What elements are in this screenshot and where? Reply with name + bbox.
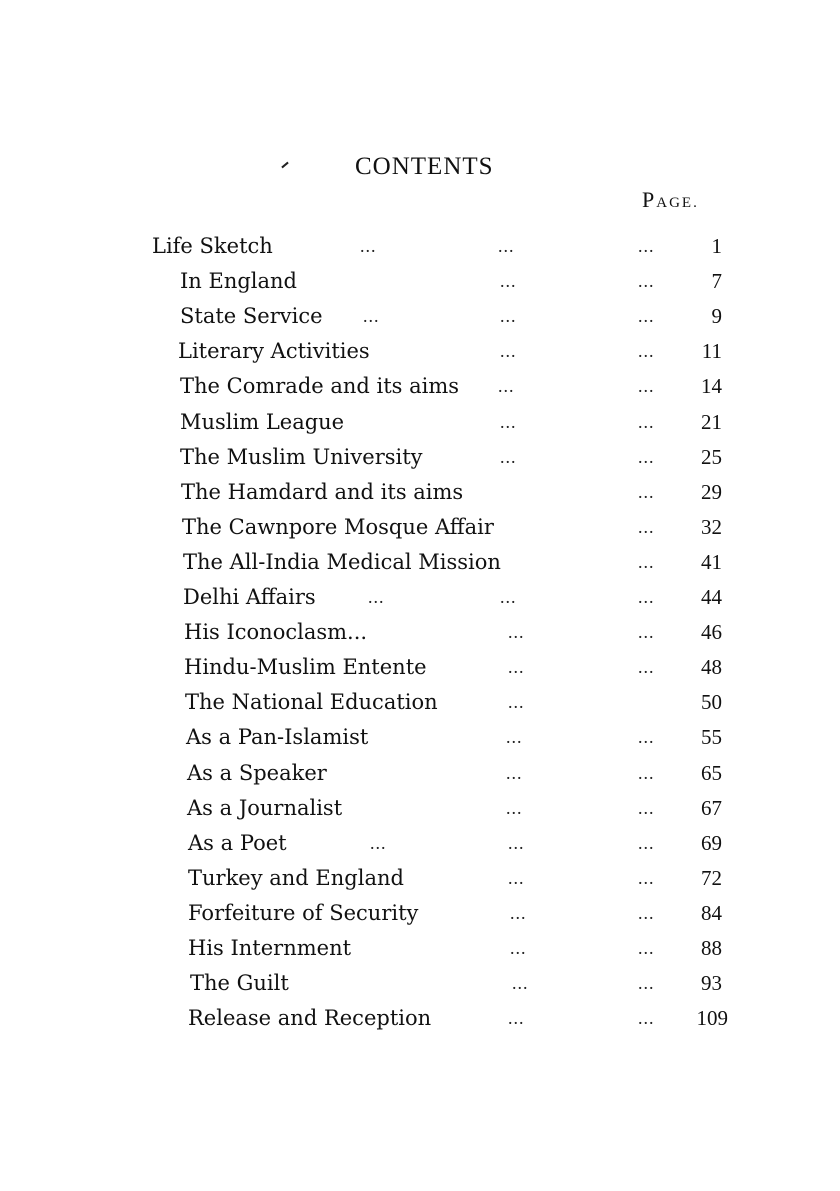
toc-leader-page: ... [638, 341, 655, 361]
toc-leader-page: ... [638, 622, 655, 642]
toc-entry [0, 264, 840, 298]
toc-entry-title: The Muslim University [180, 445, 423, 469]
toc-entry-title: As a Poet [188, 831, 287, 855]
toc-leader-page: ... [638, 1008, 655, 1028]
toc-leader-page: ... [638, 306, 655, 326]
toc-leader-mid: ... [510, 938, 527, 958]
toc-entry [0, 545, 840, 579]
toc-entry [0, 369, 840, 403]
toc-entry-title: Delhi Affairs [183, 585, 316, 609]
toc-leader-mid: ... [508, 868, 525, 888]
toc-leader-page: ... [638, 938, 655, 958]
toc-entry-page: 11 [701, 339, 722, 363]
toc-entry-page: 32 [701, 515, 722, 539]
contents-heading: CONTENTS [355, 153, 494, 180]
toc-entry-page: 55 [701, 725, 722, 749]
toc-entry-page: 29 [701, 480, 722, 504]
toc-leader-page: ... [638, 763, 655, 783]
toc-leader-page: ... [638, 376, 655, 396]
toc-entry-title: As a Pan-Islamist [186, 725, 369, 749]
toc-entry-page: 48 [701, 655, 722, 679]
toc-leader-mid: ... [363, 306, 380, 326]
toc-entry-page: 50 [701, 690, 722, 714]
toc-entry-title: Life Sketch [152, 234, 273, 258]
toc-leader-mid: ... [500, 341, 517, 361]
toc-entry-page: 84 [701, 901, 722, 925]
toc-leader-page: ... [638, 482, 655, 502]
toc-leader-page: ... [638, 798, 655, 818]
toc-leader-page: ... [638, 236, 655, 256]
toc-entry-title: Turkey and England [188, 866, 404, 890]
toc-leader-page: ... [638, 552, 655, 572]
toc-entry [0, 615, 840, 649]
toc-entry [0, 791, 840, 825]
toc-leader-mid: ... [368, 587, 385, 607]
toc-entry-page: 72 [701, 866, 722, 890]
toc-leader-page: ... [638, 903, 655, 923]
toc-entry-page: 41 [701, 550, 722, 574]
toc-entry-title: State Service [180, 304, 323, 328]
toc-entry [0, 650, 840, 684]
toc-entry-title: Muslim League [180, 410, 345, 434]
toc-leader-mid: ... [506, 798, 523, 818]
toc-entry-page: 65 [701, 761, 722, 785]
toc-leader-mid: ... [508, 1008, 525, 1028]
toc-entry [0, 440, 840, 474]
toc-entry-page: 93 [701, 971, 722, 995]
toc-leader-mid: ... [508, 833, 525, 853]
toc-entry-title: The Cawnpore Mosque Affair [182, 515, 494, 539]
toc-leader-page: ... [638, 833, 655, 853]
toc-entry-page: 109 [696, 1006, 728, 1030]
toc-leader-mid: ... [508, 622, 525, 642]
toc-entry [0, 896, 840, 930]
toc-entry-title: The National Education [185, 690, 438, 714]
toc-entry-title: Release and Reception [188, 1006, 432, 1030]
toc-entry [0, 685, 840, 719]
toc-entry [0, 334, 840, 368]
toc-entry-title: In England [180, 269, 297, 293]
toc-entry-page: 25 [701, 445, 722, 469]
toc-entry-page: 14 [701, 374, 722, 398]
toc-leader-page: ... [638, 271, 655, 291]
toc-entry [0, 826, 840, 860]
toc-entry-title: As a Journalist [187, 796, 343, 820]
toc-leader-page: ... [638, 973, 655, 993]
toc-entry-title: The Comrade and its aims [180, 374, 460, 398]
toc-entry-page: 69 [701, 831, 722, 855]
toc-leader-page: ... [638, 412, 655, 432]
toc-entry [0, 229, 840, 263]
toc-entry-title: As a Speaker [187, 761, 327, 785]
toc-entry-page: 67 [701, 796, 722, 820]
toc-leader-mid: ... [498, 376, 515, 396]
toc-leader-page: ... [638, 727, 655, 747]
toc-leader-page: ... [638, 587, 655, 607]
toc-leader-mid: ... [500, 306, 517, 326]
toc-entry [0, 580, 840, 614]
toc-entry-page: 7 [711, 269, 722, 293]
toc-leader-mid: ... [500, 587, 517, 607]
toc-entry [0, 1001, 840, 1035]
toc-entry-title: His Iconoclasm... [184, 620, 368, 644]
toc-entry-page: 9 [711, 304, 722, 328]
toc-entry [0, 861, 840, 895]
ink-speck [281, 162, 288, 169]
toc-leader-mid: ... [512, 973, 529, 993]
toc-entry-page: 21 [701, 410, 722, 434]
toc-leader-page: ... [638, 868, 655, 888]
toc-leader-mid: ... [508, 657, 525, 677]
toc-entry-title: The Hamdard and its aims [181, 480, 464, 504]
toc-leader-page: ... [638, 447, 655, 467]
toc-entry-title: Hindu-Muslim Entente [184, 655, 427, 679]
toc-leader-page: ... [638, 517, 655, 537]
toc-leader-mid: ... [370, 833, 387, 853]
toc-leader-mid: ... [510, 903, 527, 923]
page-label-initial: P [642, 187, 657, 212]
toc-entry-title: His Internment [188, 936, 352, 960]
toc-entry-title: The All-India Medical Mission [183, 550, 501, 574]
toc-entry [0, 720, 840, 754]
toc-leader-mid: ... [506, 727, 523, 747]
toc-entry-title: Forfeiture of Security [188, 901, 419, 925]
toc-entry [0, 475, 840, 509]
toc-leader-mid: ... [506, 763, 523, 783]
toc-leader-mid: ... [508, 692, 525, 712]
toc-entry-page: 1 [711, 234, 722, 258]
toc-entry-page: 44 [701, 585, 722, 609]
toc-entry [0, 966, 840, 1000]
toc-entry-page: 88 [701, 936, 722, 960]
toc-leader-mid: ... [498, 236, 515, 256]
toc-leader-mid: ... [500, 447, 517, 467]
page-column-label [642, 187, 699, 216]
toc-entry [0, 510, 840, 544]
toc-entry-title: The Guilt [190, 971, 289, 995]
toc-entry-title: Literary Activities [178, 339, 370, 363]
toc-entry [0, 756, 840, 790]
toc-entry [0, 931, 840, 965]
toc-leader-mid: ... [500, 412, 517, 432]
toc-entry-page: 46 [701, 620, 722, 644]
page-label-rest: AGE. [656, 195, 699, 211]
toc-entry [0, 405, 840, 439]
toc-leader-mid: ... [500, 271, 517, 291]
toc-leader-mid: ... [360, 236, 377, 256]
toc-entry [0, 299, 840, 333]
toc-leader-page: ... [638, 657, 655, 677]
